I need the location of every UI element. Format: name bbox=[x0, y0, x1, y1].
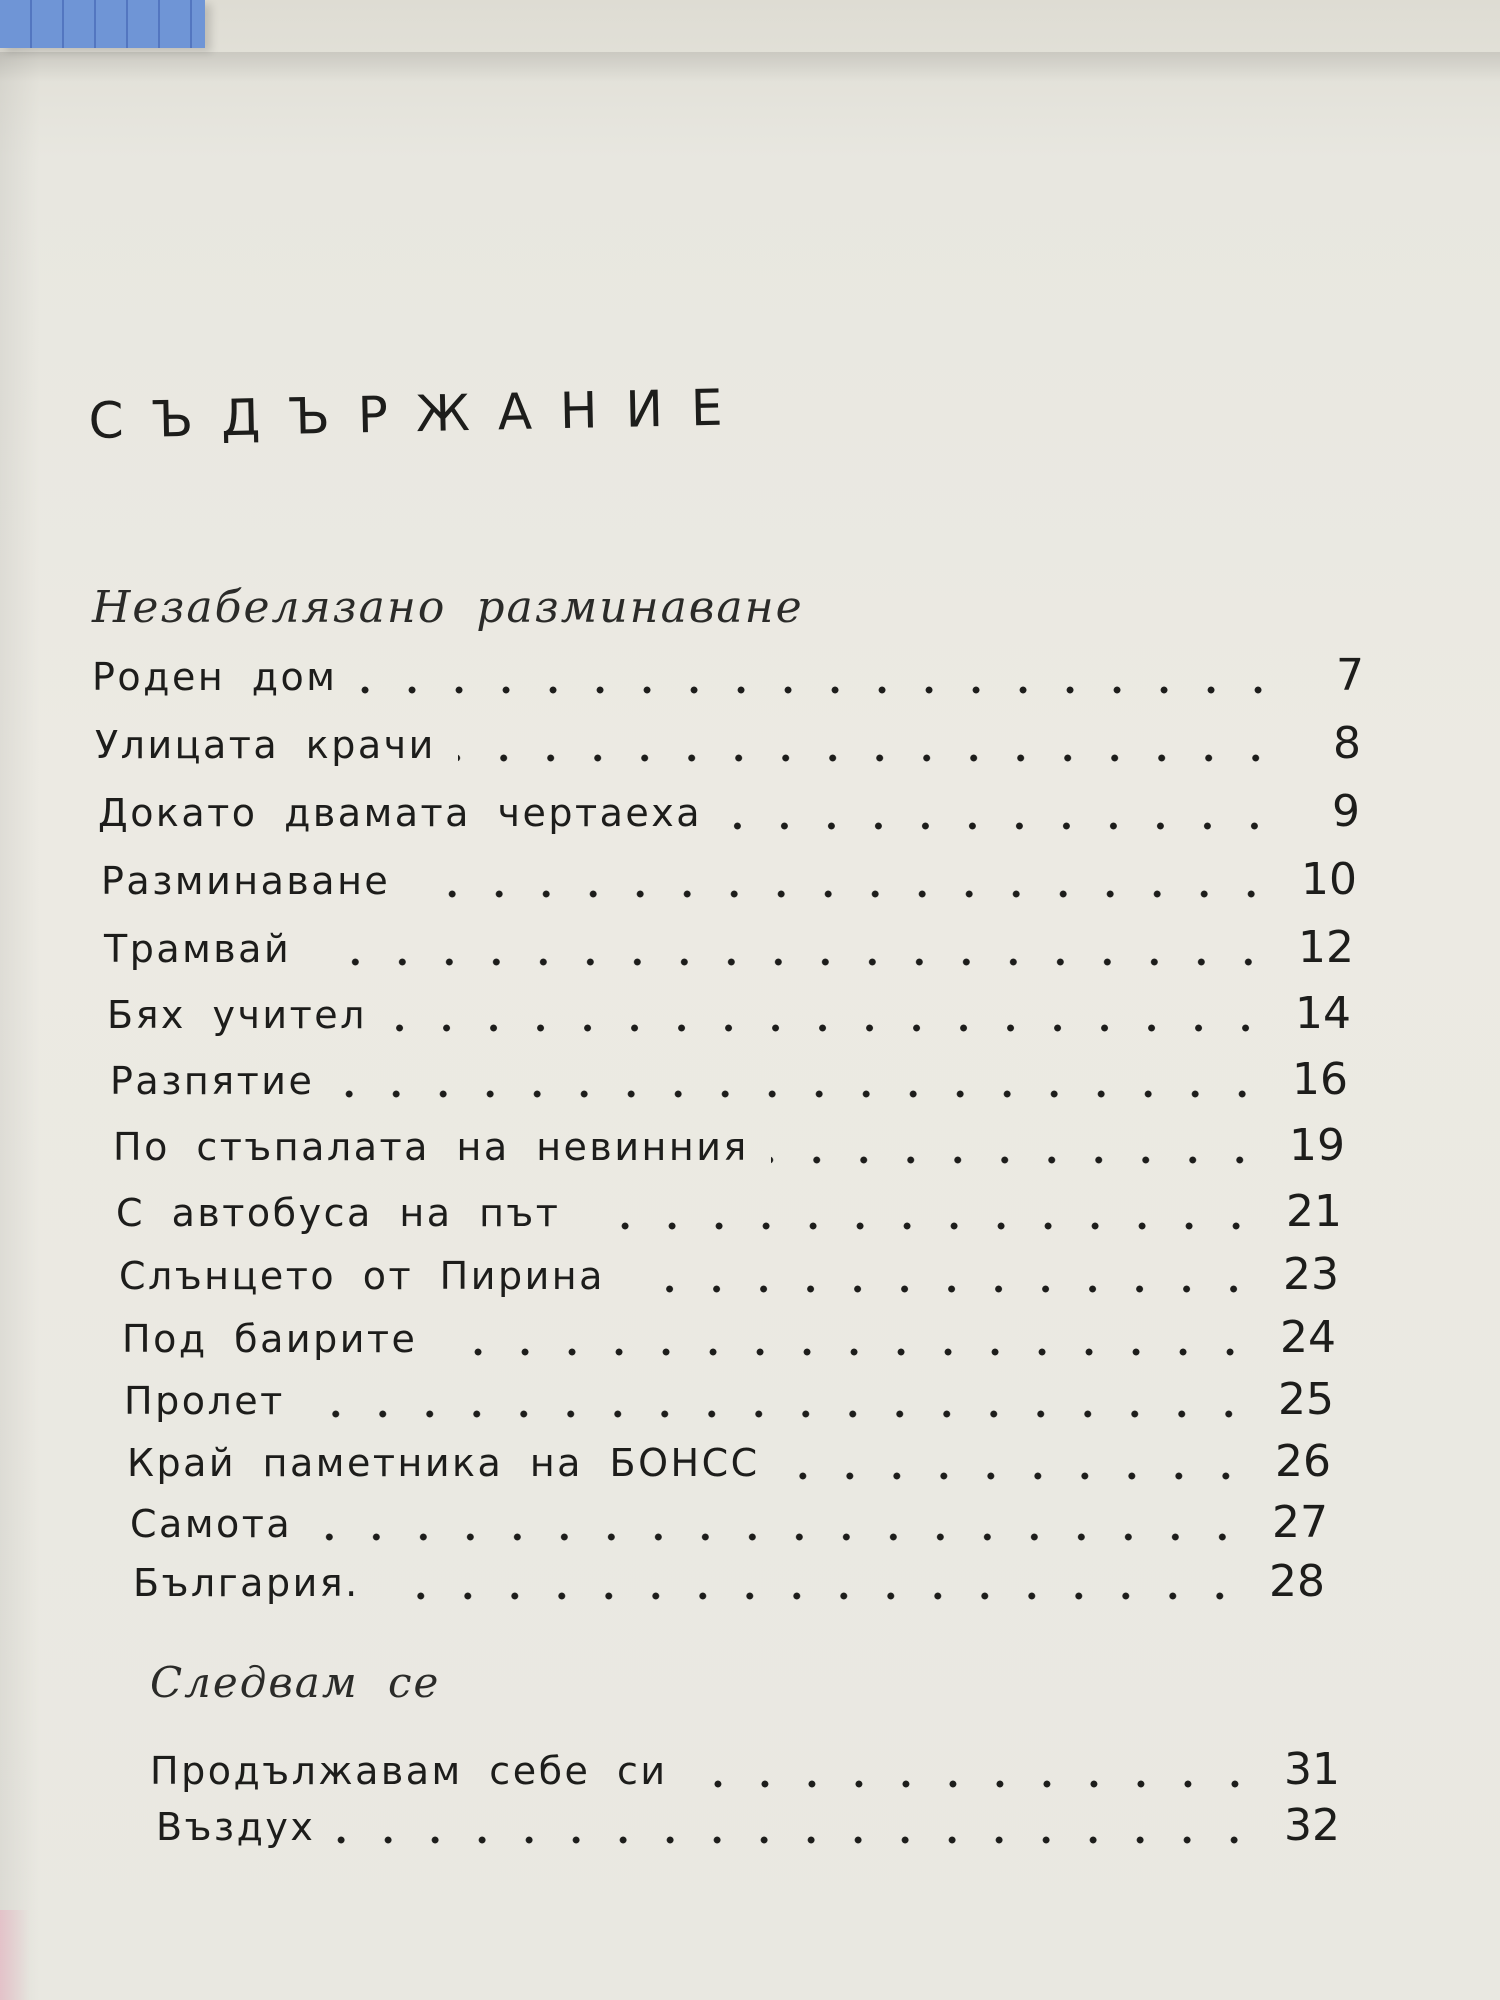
toc-entry-title: Трамвай bbox=[104, 927, 292, 971]
dot-leader bbox=[337, 1836, 1258, 1844]
toc-entry-title: Край паметника на БОНСС bbox=[127, 1441, 760, 1485]
toc-entry-title: По стъпалата на невинния bbox=[113, 1125, 749, 1169]
toc-entry-title: България. bbox=[133, 1561, 360, 1605]
toc-entry-page: 27 bbox=[1272, 1497, 1328, 1548]
toc-entry bbox=[116, 1186, 1342, 1246]
dot-leader bbox=[782, 1472, 1249, 1480]
toc-entry-title: Улицата крачи bbox=[95, 723, 436, 767]
toc-entry bbox=[124, 1374, 1334, 1434]
toc-entry-page: 9 bbox=[1332, 786, 1360, 837]
dot-leader bbox=[382, 1592, 1243, 1600]
toc-entry-title: Докато двамата чертаеха bbox=[98, 791, 703, 835]
toc-entry-page: 28 bbox=[1269, 1556, 1325, 1607]
dot-leader bbox=[690, 1780, 1258, 1788]
blue-paper-lines bbox=[0, 0, 205, 48]
dot-leader bbox=[314, 1533, 1246, 1541]
toc-entry bbox=[122, 1312, 1336, 1372]
toc-entry-page: 16 bbox=[1292, 1054, 1348, 1105]
toc-entry bbox=[104, 922, 1354, 982]
toc-entry-title: Разпятие bbox=[110, 1059, 315, 1103]
dot-leader bbox=[336, 1090, 1266, 1098]
toc-entry-page: 14 bbox=[1295, 988, 1351, 1039]
toc-entry bbox=[101, 854, 1357, 914]
toc-entry bbox=[95, 718, 1361, 778]
toc-entry-title: Роден дом bbox=[92, 655, 338, 699]
toc-entry bbox=[133, 1556, 1325, 1616]
toc-entry-title: Разминаване bbox=[101, 859, 391, 903]
toc-entry-title: С автобуса на път bbox=[116, 1191, 561, 1235]
section-heading: Незабелязано разминаване bbox=[92, 582, 804, 633]
toc-entry-page: 8 bbox=[1333, 718, 1361, 769]
toc-entry-page: 26 bbox=[1275, 1436, 1331, 1487]
toc-entry-title: Бях учител bbox=[107, 993, 367, 1037]
blue-paper-corner bbox=[0, 0, 205, 48]
toc-entry-page: 25 bbox=[1278, 1374, 1334, 1425]
toc-entry bbox=[130, 1497, 1328, 1557]
dot-leader bbox=[412, 890, 1275, 898]
dot-leader bbox=[458, 754, 1279, 762]
toc-entry-page: 23 bbox=[1283, 1249, 1339, 1300]
page-shadow bbox=[0, 0, 40, 2000]
toc-entry bbox=[92, 650, 1364, 710]
dot-leader bbox=[313, 958, 1272, 966]
pink-tint-corner bbox=[0, 1910, 30, 2000]
page-top-edge bbox=[0, 52, 1500, 82]
toc-entry-title: Под баирите bbox=[122, 1317, 418, 1361]
toc-entry bbox=[113, 1120, 1345, 1180]
toc-entry-title: Продължавам себе си bbox=[150, 1749, 668, 1793]
dot-leader bbox=[439, 1348, 1254, 1356]
toc-entry-page: 21 bbox=[1286, 1186, 1342, 1237]
toc-entry-title: Пролет bbox=[124, 1379, 285, 1423]
dot-leader bbox=[724, 822, 1278, 830]
toc-entry bbox=[127, 1436, 1331, 1496]
toc-entry bbox=[150, 1744, 1340, 1804]
toc-entry-title: Самота bbox=[130, 1502, 293, 1546]
toc-entry-page: 12 bbox=[1298, 922, 1354, 973]
toc-entry-page: 10 bbox=[1301, 854, 1357, 905]
toc-entry-page: 24 bbox=[1280, 1312, 1336, 1363]
toc-entry-page: 7 bbox=[1336, 650, 1364, 701]
toc-entry bbox=[110, 1054, 1348, 1114]
dot-leader bbox=[307, 1410, 1252, 1418]
dot-leader bbox=[771, 1156, 1263, 1164]
toc-title: СЪДЪРЖАНИЕ bbox=[88, 378, 752, 450]
toc-entry-title: Въздух bbox=[156, 1805, 316, 1849]
dot-leader bbox=[627, 1285, 1257, 1293]
dot-leader bbox=[582, 1222, 1260, 1230]
dot-leader bbox=[389, 1024, 1269, 1032]
toc-entry-page: 31 bbox=[1284, 1744, 1340, 1795]
dot-leader bbox=[359, 686, 1282, 694]
toc-entry-page: 19 bbox=[1289, 1120, 1345, 1171]
section-heading: Следвам се bbox=[150, 1658, 441, 1707]
toc-entry-page: 32 bbox=[1284, 1800, 1340, 1851]
toc-entry bbox=[156, 1800, 1340, 1860]
toc-entry bbox=[98, 786, 1360, 846]
toc-entry bbox=[119, 1249, 1339, 1309]
toc-entry bbox=[107, 988, 1351, 1048]
toc-entry-title: Слънцето от Пирина bbox=[119, 1254, 605, 1298]
